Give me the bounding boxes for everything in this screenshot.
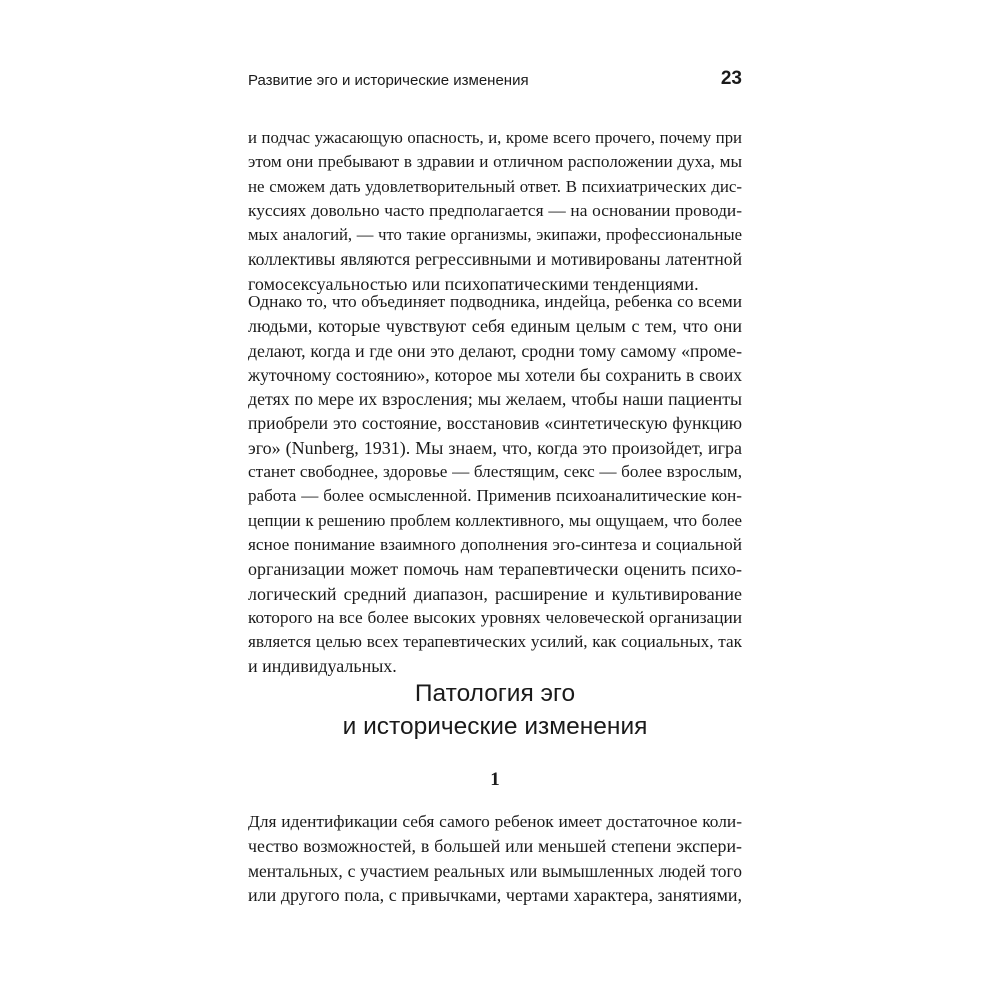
- section-number: 1: [490, 769, 500, 790]
- paragraph-line: логический средний диапазон, расширение и культивирование: [248, 583, 742, 604]
- paragraph-line: которого на все более высоких уровнях человеческой организации: [248, 607, 742, 627]
- paragraph-line: куссиях довольно часто предполагается — на основании проводи-: [248, 200, 742, 220]
- paragraph-line: Для идентификации себя самого ребенок имеет достаточное коли-: [248, 812, 742, 831]
- paragraph-line: чество возможностей, в большей или меньшей степени экспери-: [248, 836, 742, 857]
- paragraph-line: делают, когда и где они это делают, сродни тому самому «проме-: [248, 340, 742, 361]
- paragraph-2: [248, 290, 742, 679]
- paragraph-line: ментальных, с участием реальных или вымышленных людей того: [248, 860, 742, 881]
- paragraph-3: [248, 810, 742, 907]
- page-number: 23: [720, 68, 742, 89]
- paragraph-line: или другого пола, с привычками, чертами характера, занятиями,: [248, 884, 742, 905]
- paragraph-line: жуточному состоянию», которое мы хотели бы сохранить в своих: [248, 364, 742, 385]
- paragraph-line: коллективы являются регрессивными и мотивированы латентной: [248, 249, 742, 270]
- paragraph-line: этом они пребывают в здравии и отличном расположении духа, мы: [248, 152, 742, 172]
- paragraph-line: людьми, которые чувствуют себя единым целым с тем, что они: [248, 316, 742, 337]
- paragraph-line: приобрели это состояние, восстановив «синтетическую функцию: [248, 413, 742, 434]
- paragraph-line: детях по мере их взросления; мы желаем, чтобы наши пациенты: [248, 389, 742, 410]
- paragraph-line: мых аналогий, — что такие организмы, экипажи, профессиональные: [248, 225, 742, 245]
- paragraph-line: Однако то, что объединяет подводника, индейца, ребенка со всеми: [248, 292, 742, 311]
- running-head-title: Развитие эго и исторические изменения: [248, 72, 529, 89]
- paragraph-1: [248, 126, 742, 296]
- paragraph-line: гомосексуальностью или психопатическими тенденциями.: [248, 273, 699, 294]
- paragraph-line: организации может помочь нам терапевтически оценить психо-: [248, 559, 742, 580]
- paragraph-line: не сможем дать удовлетворительный ответ. В психиатрических дис-: [248, 176, 742, 196]
- paragraph-line: является целью всех терапевтических усилий, как социальных, так: [248, 632, 742, 652]
- section-heading: [248, 677, 742, 743]
- paragraph-line: эго» (Nunberg, 1931). Мы знаем, что, когда это произойдет, игра: [248, 437, 742, 458]
- section-heading-line-1: Патология эго: [414, 680, 576, 707]
- section-heading-line-2: и исторические изменения: [342, 713, 648, 740]
- paragraph-line: и индивидуальных.: [248, 656, 397, 677]
- paragraph-line: цепции к решению проблем коллективного, мы ощущаем, что более: [248, 510, 742, 530]
- paragraph-line: станет свободнее, здоровье — блестящим, секс — более взрослым,: [248, 462, 742, 482]
- paragraph-line: ясное понимание взаимного дополнения эго-синтеза и социальной: [248, 534, 742, 554]
- paragraph-line: и подчас ужасающую опасность, и, кроме всего прочего, почему при: [248, 128, 742, 147]
- paragraph-line: работа — более осмысленной. Применив психоаналитические кон-: [248, 486, 742, 506]
